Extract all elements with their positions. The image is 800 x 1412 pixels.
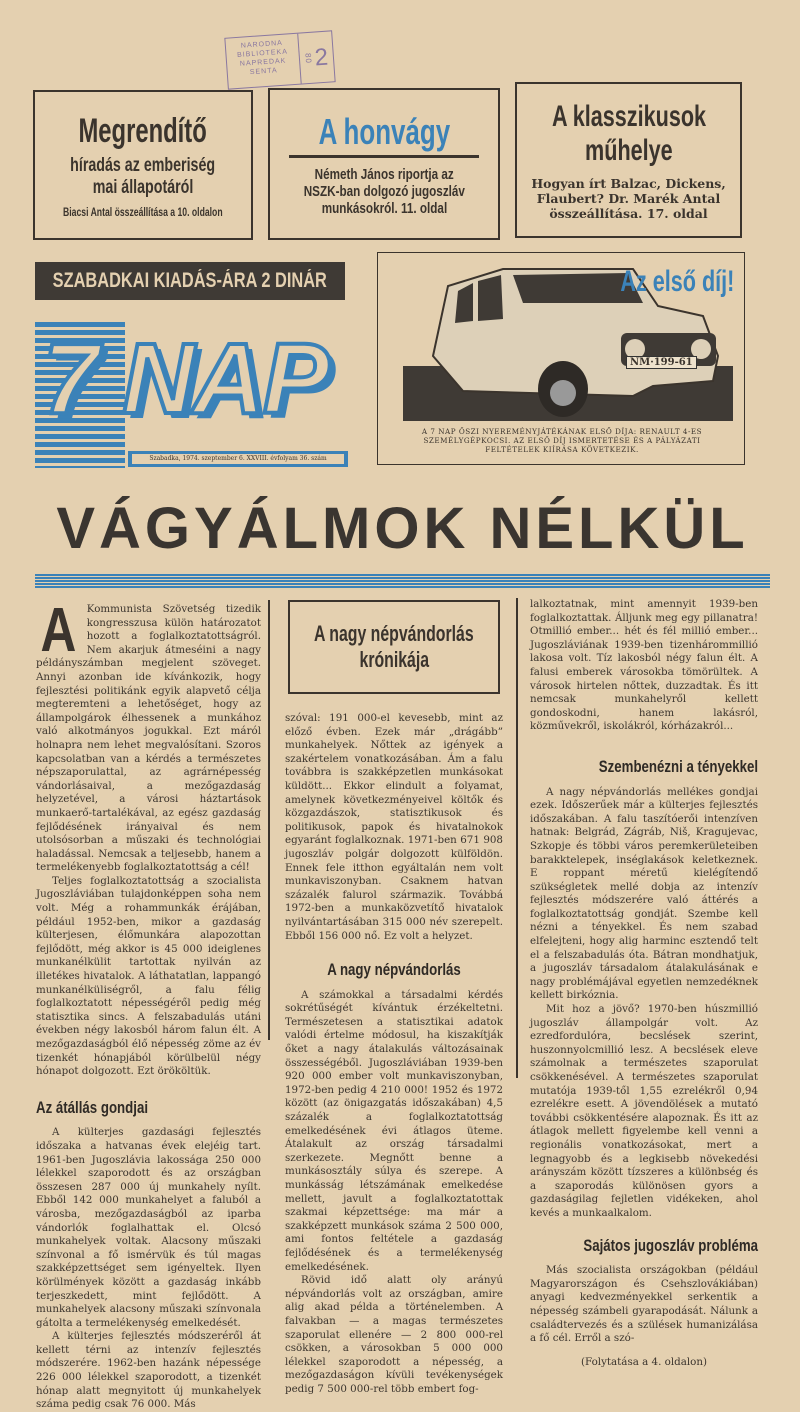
dateline: Szabadka, 1974. szeptember 6. XXVIII. évfolyam 36. szám — [132, 454, 344, 464]
ad-headline: Az első díj! — [619, 265, 734, 298]
teaser-box-klasszikusok[interactable] — [515, 82, 742, 238]
stamp-number: 2 — [313, 43, 330, 72]
headline-rule — [35, 574, 770, 588]
box-title: A nagy népvándorlás — [314, 621, 474, 646]
teaser-title: A klasszikusok — [551, 99, 706, 133]
ad-caption: A 7 NAP ŐSZI NYEREMÉNYJÁTÉKÁNAK ELSŐ DÍJA: RENAULT 4-ES SZEMÉLYGÉPKOCSI. AZ ELSŐ DÍJ ISMERTETÉSE ÉS A PÁLYÁZATI FELTÉTELEK KIÍRÁSA KÖVETKEZIK. — [421, 427, 703, 454]
paragraph: Mit hoz a jövő? 1970-ben húszmillió jugoszláv állampolgár volt. Az ezredfordulóra, becslések szerint, huszonnyolcmillió lesz. A becslések eleve számolnak a természetes szaporulat csökkenésével. A természetes szaporulat mutatója 1939-től 1,55 ezrelékről 0,94 ezrelékre esett. A jövendölések a mutató további csökkentésére alapoznak. És itt az átlagok mellett figyelembe kell venni a regionális vonatkozásokat, mert a legnagyobb és a legkisebb növekedési arányszám között tízszeres a különbség és a szaporodás különösen gyors a gazdaságilag fejletlen vidékeken, ahol kevés a munkaalkalom. — [530, 1003, 758, 1219]
license-plate: NM·199-61 — [626, 356, 697, 369]
teaser-title: A honvágy — [318, 111, 450, 152]
stamp-line: NARODNA — [240, 39, 284, 50]
subheading: Sajátos jugoszláv probléma — [583, 1235, 758, 1255]
paragraph: A külterjes fejlesztés módszeréről át kellett térni az intenzív fejlesztés módszerére. 1962-ben hazánk népessége 226 000 lélekkel szaporodott, a tizenkét hónap alatt megnyitott új munkahelyek száma pedig csak 76 000. Más — [36, 1330, 261, 1411]
paragraph: A külterjes gazdasági fejlesztés időszaka a hatvanas évek elejéig tart. 1961-ben Jugoszlávia lakossága 250 000 lélekkel szaporodott és az országban összesen 287 000 új munkahely nyílt. Ebből 142 000 munkahelyet a faluból a városba, mezőgazdaságból az iparba vándorlók foglalhattak el. Olcsó munkahelyek voltak. Alacsony műszaki színvonal a fő ismérvük és túl magas szakképzettséget sem igényeltek. Ilyen körülmények között a gazdaság inkább terjeszkedett, mint fejlődött. A munkahelyek alacsony műszaki színvonala gátolta a termelékenység emelkedését. — [36, 1126, 261, 1329]
stamp-line: BIBLIOTEKA — [236, 48, 289, 59]
box-title: krónikája — [359, 647, 429, 672]
subheading: Az átállás gondjai — [36, 1097, 149, 1117]
paragraph: Kommunista Szövetség tizedik kongresszusa külön határozatot hozott a foglalkoztatottságról. Nem akarjuk átmeséini a nagy példányszámban megjelent szöveget. Annyi azonban ide kívánkozik, hogy fejlesztési politikánk egyik alapvető célja megteremteni a lehetőséget, hogy az állampolgárok élhessenek a munkához való alkotmányos jogukkal. Ezt máról holnapra nem lehet megvalósítani. Szoros kapcsolatban van a kérdés a természetes népszaporulattal, az agrárnépesség vándorlásaival, a mezőgazdaság helyzetével, a városi háztartások munkaerő-tartalékával, az egész gazdaság fejlődésének irányaival és nem utolsósorban a műszaki és technológiai haladással. Nemcsak a teljesebb, hanem a termelékenyebb foglalkoztatottság a cél! — [36, 603, 261, 874]
teaser-box-megrendito[interactable] — [33, 90, 253, 240]
main-headline: VÁGYÁLMOK NÉLKÜL — [56, 496, 749, 561]
teaser-subtitle: Hogyan írt Balzac, Dickens, — [531, 175, 726, 191]
masthead-logo — [35, 318, 355, 473]
paragraph: A nagy népvándorlás mellékes gondjai ezek. Időszerűek már a külterjes fejlesztés időszakában. A falu taszítóerői intenzíven hatnak: Belgrád, Zágráb, Niš, Kragujevac, Szkopje és többi város peremkerületeiben barakktelepek, inséglakások keletkeznek. E roppant méretű kielégítendő szükségletek mellé dobja az intenzív fejlesztés módszerére való áttérés a foglalkoztatottság gondját. Szembe kell nézni a tényekkel. És nem szabad elfelejteni, hogy alig harminc esztendő telt el a felszabadulás óta. Bátran mondhatjuk, a jugoszláv társadalom átalakulásának e nagy problémájával egyetlen nemzedéknek kellett birkóznia. — [530, 785, 758, 1002]
column-3 — [530, 598, 758, 1369]
teaser-subtitle: munkásokról. 11. oldal — [321, 200, 447, 217]
stamp-line: SENTA — [249, 67, 278, 77]
paragraph: lalkoztatnak, mint amennyit 1939-ben foglalkoztattak. Álljunk meg egy pillanatra! Otmillió ember... hét és fél millió ember... Jugoszláviának 1939-ben tizenhárommillió lakosa volt. Tíz lakosból négy falun élt. A falusi emberek városokba tömörültek. A városok hirtelen nőttek, duzzadtak. És itt nemcsak munkahelyről kellett gondoskodni, hanem lakásról, közművekről, iskolákról, kórházakról... — [530, 598, 758, 733]
library-stamp — [224, 30, 335, 89]
paragraph: szóval: 191 000-el kevesebb, mint az előző évben. Ezek már „drágább” munkahelyek. Nőttek az igények a szakértelem vonatkozásában. Ám a falu továbbra is szakképzetlen munkásokat küldött... Ekkor elindult a folyamat, amelynek következményeivel költők és közgazdászok, statisztikusok és politikusok, papok és hivatalnokok egyaránt foglalkoznak. 1971-ben 671 908 jugoszláv polgár dolgozott külföldön. Ennek fele itthon egyáltalán nem volt munkaviszonyban. Csaknem hatvan százalék falurol származik. Továbbá 1972-ben a munkaközvetítő hivatalok nyilvántartásában 315 000 név szerepelt. Ebből 156 000 nő. Ez volt a helyzet. — [285, 712, 503, 942]
subheading: Szembenézni a tényekkel — [598, 756, 758, 776]
stamp-side: 80 — [303, 52, 314, 64]
teaser-box-honvagy[interactable] — [268, 88, 500, 240]
column-2 — [285, 712, 503, 1397]
prize-ad[interactable] — [377, 252, 745, 465]
logo-text: 7 NAP — [43, 323, 328, 435]
dateline-bar — [128, 451, 348, 467]
paragraph: A számokkal a társadalmi kérdés sokrétűségét kívántuk érzékeltetni. Természetesen a statisztikai adatok valódi értelme módosul, ha kiszakítják őket a nagy átalakulás változásainak összességéből. Jugoszláviában 1939-ben 920 000 ember volt munkaviszonyban, 1972-ben pedig 4 210 000! 1952 és 1972 között (az önigazgatás időszakában) 4,5 százalék a foglalkoztatottság emelkedésének évi átlagos üteme. Átalakult az ország társadalmi szerkezete. Megnőtt benne a munkásosztály súlya és szerepe. A munkásság létszámának emelkedése mellett, javult a foglalkoztatottak szakmai képzettsége: ma már a szakképzett munkások száma 2 500 000, ami fontos feltétele a gazdaság fejlődésének és a termelékenység emelkedésének. — [285, 988, 503, 1273]
teaser-subtitle: NSZK-ban dolgozó jugoszláv — [303, 183, 465, 200]
subheading: A nagy népvándorlás — [327, 960, 461, 980]
teaser-subtitle: híradás az emberiség — [70, 154, 216, 176]
continued-note[interactable]: (Folytatása a 4. oldalon) — [580, 1355, 708, 1368]
teaser-subtitle: Németh János riportja az — [314, 166, 454, 183]
teaser-title: Megrendítő — [78, 111, 208, 150]
paragraph: Más szocialista országokban (például Magyarországon és Csehszlovákiában) anyagi kedvezményekkel serkentik a népesség számbeli gyarapodását. Nálunk a családtervezés és a szülések humanizálása a fő cél. Erről a szó- — [530, 1264, 758, 1345]
price-banner — [35, 262, 345, 300]
teaser-subtitle: Flaubert? Dr. Marék Antal — [536, 190, 721, 206]
teaser-title: műhelye — [584, 133, 673, 167]
divider — [289, 155, 479, 158]
column-divider — [268, 600, 270, 1040]
teaser-subtitle: összeállítása. 17. oldal — [549, 205, 708, 221]
teaser-note: Biacsi Antal összeállítása a 10. oldalon — [63, 204, 223, 219]
column-divider — [516, 598, 518, 1078]
paragraph: Teljes foglalkoztatottság a szocialista Jugoszláviában tulajdonképpen soha nem volt. Még a rohammunkák érájában, például 1952-ben, mikor a gazdaság külterjesen, élőmunkára alapozottan fejlődött, még akkor is 45 000 ideiglenes munkanélkülit tartottak nyilván az illetékes hivatalok. A láthatatlan, lappangó munkanélküliségről, a falu félig foglalkoztatott népességéről pedig még statisztika sincs. A felszabadulás utáni években négy lakosból három falun élt. A mezőgazdaságból élő népesség zöme az év tizenkét hónapjából körülbelül négy hónapot dolgozott. Ezt örököltük. — [36, 874, 261, 1078]
stamp-line: NAPREDAK — [239, 57, 287, 68]
column-1 — [36, 596, 261, 1412]
paragraph: Rövid idő alatt oly arányú népvándorlás volt az országban, amire alig akad példa a történelemben. A falvakban — a magas természetes szaporulat ellenére — 2 800 000-rel csökken, a városokban 5 000 000 lélekkel szaporodott a népesség, a mezőgazdaságon kívüli tevékenységek pedig 7 500 000-rel több embert fog- — [285, 1274, 503, 1395]
main-headline-wrap — [30, 496, 775, 562]
sidebar-title-box — [288, 600, 500, 694]
teaser-subtitle: mai állapotáról — [92, 176, 194, 198]
price-text: SZABADKAI KIADÁS-ÁRA 2 DINÁR — [52, 269, 328, 292]
drop-cap: A — [40, 596, 77, 665]
